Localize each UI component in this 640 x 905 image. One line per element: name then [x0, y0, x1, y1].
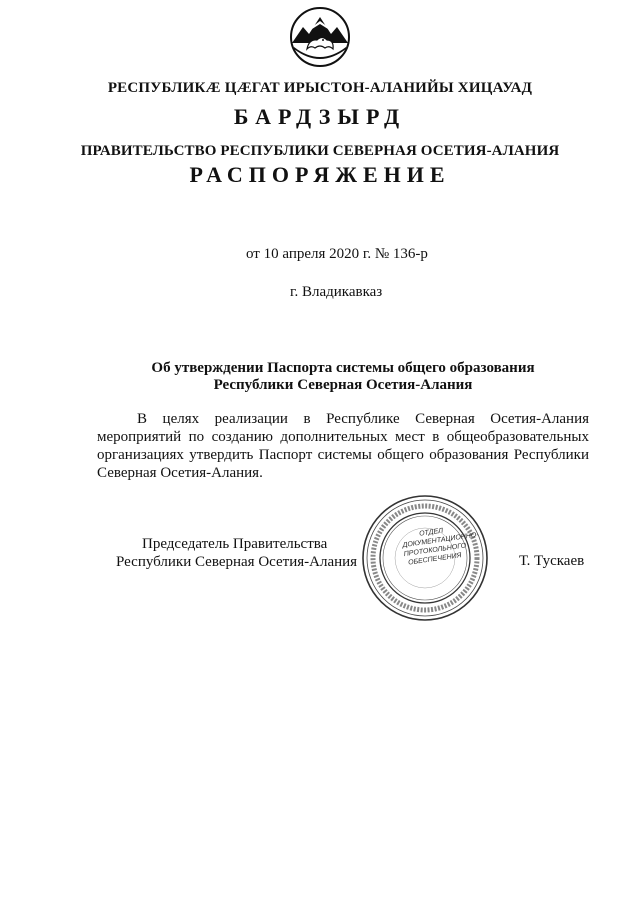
government-name-ossetian: РЕСПУБЛИКÆ ЦÆГАТ ИРЫСТОН-АЛАНИЙЫ ХИЦАУАД: [107, 80, 533, 96]
seal-inner-text: ОТДЕЛ ДОКУМЕНТАЦИОННО-ПРОТОКОЛЬНОГО ОБЕСПЕЧЕНИЯ: [402, 527, 480, 567]
document-type-ossetian: БАРДЗЫРД: [233, 104, 407, 129]
government-name-russian: ПРАВИТЕЛЬСТВО РЕСПУБЛИКИ СЕВЕРНАЯ ОСЕТИЯ-АЛАНИЯ: [80, 143, 560, 159]
signatory-name: Т. Тускаев: [519, 553, 585, 569]
body-paragraph: В целях реализации в Республике Северная Осетия-Алания мероприятий по созданию дополнительных мест в общеобразовательных организациях утвердить Паспорт системы общего образования Республики Северная Осетия-Алания.: [97, 411, 589, 481]
date-and-number: от 10 апреля 2020 г. № 136-р: [246, 246, 428, 262]
signatory-position: [116, 535, 357, 571]
subject-line-1: Об утверждении Паспорта системы общего образования: [151, 360, 535, 376]
document-type-russian: РАСПОРЯЖЕНИЕ: [189, 162, 451, 187]
subject-line-2: Республики Северная Осетия-Алания: [213, 377, 473, 393]
signatory-position-line-1: Председатель Правительства: [142, 536, 328, 552]
document-subject: [0, 360, 640, 394]
city: г. Владикавказ: [290, 284, 383, 300]
signatory-position-line-2: Республики Северная Осетия-Алания: [116, 554, 358, 570]
coat-of-arms-icon: [289, 7, 351, 67]
